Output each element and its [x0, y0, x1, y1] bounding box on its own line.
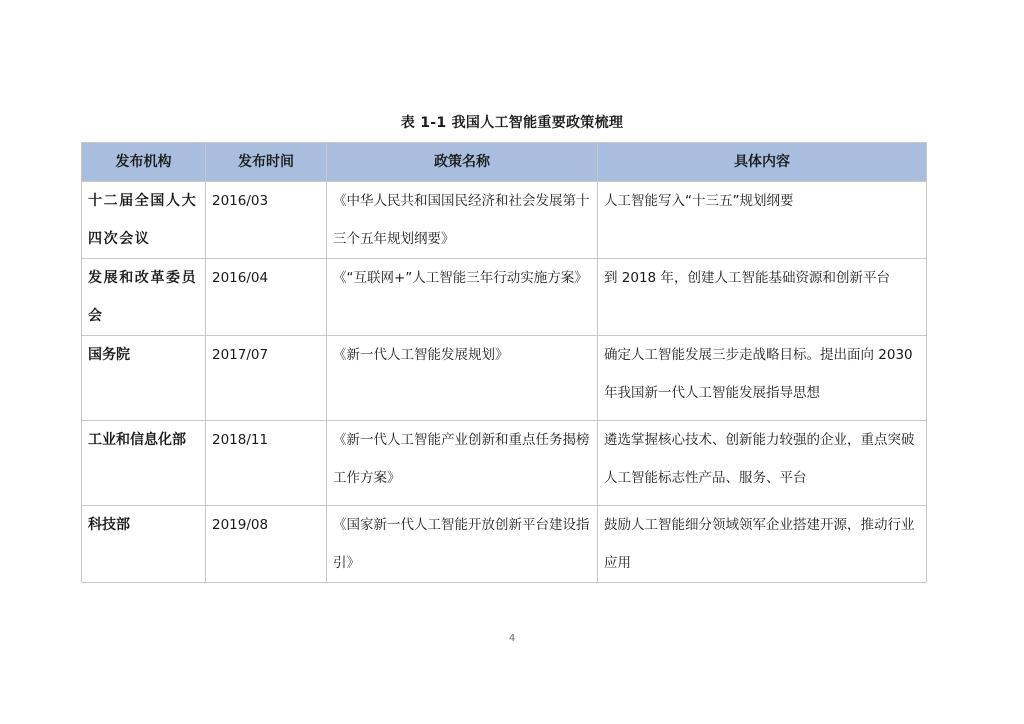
- cell-org: 工业和信息化部: [82, 421, 206, 506]
- cell-policy: 《中华人民共和国国民经济和社会发展第十三个五年规划纲要》: [327, 182, 598, 259]
- cell-org: 发展和改革委员会: [82, 259, 206, 336]
- cell-policy: 《新一代人工智能发展规划》: [327, 336, 598, 421]
- cell-policy: 《“互联网+”人工智能三年行动实施方案》: [327, 259, 598, 336]
- table-row: [82, 259, 927, 336]
- table-caption: 表 1-1 我国人工智能重要政策梳理: [400, 115, 624, 131]
- cell-content: 鼓励人工智能细分领域领军企业搭建开源，推动行业应用: [598, 506, 927, 583]
- header-date: 发布时间: [206, 143, 327, 182]
- cell-content: 遴选掌握核心技术、创新能力较强的企业，重点突破人工智能标志性产品、服务、平台: [598, 421, 927, 506]
- cell-org: 科技部: [82, 506, 206, 583]
- cell-date: 2017/07: [206, 336, 327, 421]
- cell-policy: 《新一代人工智能产业创新和重点任务揭榜工作方案》: [327, 421, 598, 506]
- policy-table: [81, 142, 927, 583]
- page-number: 4: [508, 633, 516, 644]
- cell-org: 国务院: [82, 336, 206, 421]
- table-header-row: [82, 143, 927, 182]
- cell-content: 确定人工智能发展三步走战略目标。提出面向 2030 年我国新一代人工智能发展指导思想: [598, 336, 927, 421]
- cell-date: 2016/03: [206, 182, 327, 259]
- cell-policy: 《国家新一代人工智能开放创新平台建设指引》: [327, 506, 598, 583]
- table-row: [82, 421, 927, 506]
- cell-org: 十二届全国人大四次会议: [82, 182, 206, 259]
- cell-date: 2019/08: [206, 506, 327, 583]
- table-row: [82, 506, 927, 583]
- cell-date: 2016/04: [206, 259, 327, 336]
- table-row: [82, 182, 927, 259]
- cell-content: 人工智能写入“十三五”规划纲要: [598, 182, 927, 259]
- cell-date: 2018/11: [206, 421, 327, 506]
- table-row: [82, 336, 927, 421]
- header-policy: 政策名称: [327, 143, 598, 182]
- header-org: 发布机构: [82, 143, 206, 182]
- cell-content: 到 2018 年，创建人工智能基础资源和创新平台: [598, 259, 927, 336]
- header-content: 具体内容: [598, 143, 927, 182]
